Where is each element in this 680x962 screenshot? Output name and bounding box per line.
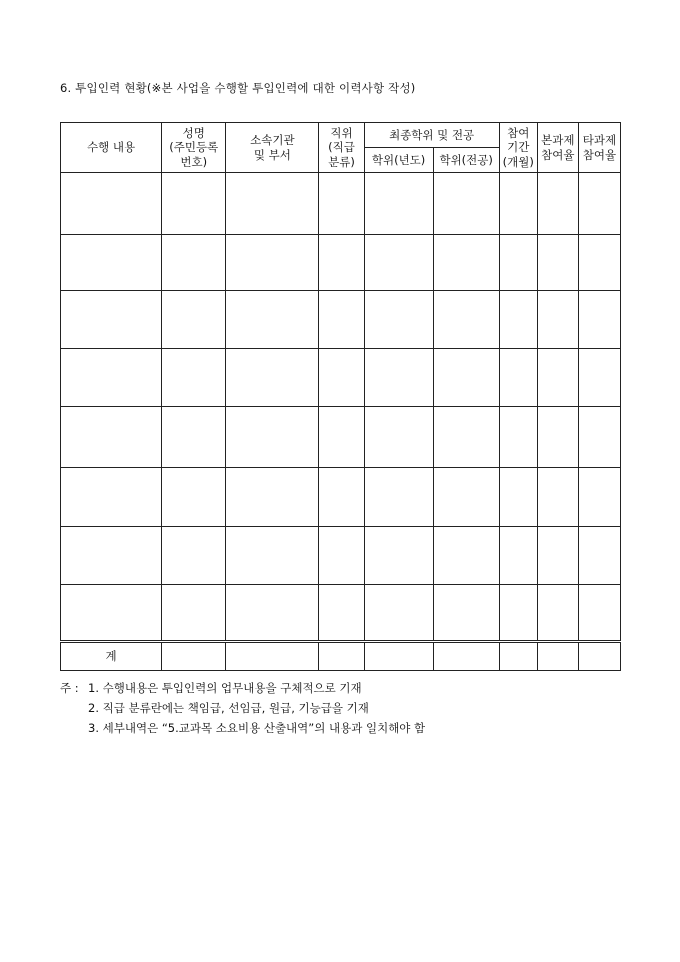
table-cell[interactable]: [537, 585, 578, 642]
table-cell[interactable]: [433, 349, 499, 407]
table-cell[interactable]: [162, 585, 226, 642]
table-cell[interactable]: [433, 468, 499, 527]
table-cell[interactable]: [537, 349, 578, 407]
total-cell[interactable]: [433, 642, 499, 671]
table-cell[interactable]: [578, 407, 620, 468]
table-cell[interactable]: [162, 407, 226, 468]
table-cell[interactable]: [319, 349, 364, 407]
table-cell[interactable]: [162, 527, 226, 585]
notes-block: [60, 678, 425, 738]
table-cell[interactable]: [162, 291, 226, 349]
table-cell[interactable]: [364, 349, 433, 407]
table-cell[interactable]: [319, 468, 364, 527]
table-cell[interactable]: [433, 235, 499, 291]
table-row: [61, 173, 621, 235]
table-cell[interactable]: [61, 407, 162, 468]
table-cell[interactable]: [61, 291, 162, 349]
table-cell[interactable]: [578, 468, 620, 527]
table-cell[interactable]: [499, 585, 537, 642]
note-item: 1. 수행내용은 투입인력의 업무내용을 구체적으로 기재: [88, 681, 362, 695]
note-line: [60, 718, 425, 738]
header-name: 성명 (주민등록 번호): [162, 123, 226, 173]
table-cell[interactable]: [499, 407, 537, 468]
table-cell[interactable]: [162, 173, 226, 235]
table-cell[interactable]: [319, 527, 364, 585]
total-cell[interactable]: [537, 642, 578, 671]
header-other-rate: 타과제 참여율: [578, 123, 620, 173]
total-row: [61, 642, 621, 671]
table-cell[interactable]: [364, 407, 433, 468]
personnel-table: [60, 122, 621, 671]
header-this-rate: 본과제 참여율: [537, 123, 578, 173]
table-cell[interactable]: [226, 291, 319, 349]
table-cell[interactable]: [364, 173, 433, 235]
total-cell[interactable]: [578, 642, 620, 671]
table-cell[interactable]: [364, 527, 433, 585]
header-period: 참여 기간 (개월): [499, 123, 537, 173]
section-title: 6. 투입인력 현황(※본 사업을 수행할 투입인력에 대한 이력사항 작성): [60, 81, 416, 95]
table-cell[interactable]: [364, 235, 433, 291]
header-affiliation: 소속기관 및 부서: [226, 123, 319, 173]
header-degree-major: 학위(전공): [433, 148, 499, 173]
table-cell[interactable]: [319, 291, 364, 349]
table-cell[interactable]: [499, 235, 537, 291]
table-cell[interactable]: [226, 349, 319, 407]
table-cell[interactable]: [433, 173, 499, 235]
table-cell[interactable]: [578, 349, 620, 407]
table-cell[interactable]: [433, 585, 499, 642]
total-cell[interactable]: [364, 642, 433, 671]
table-cell[interactable]: [499, 527, 537, 585]
table-cell[interactable]: [364, 468, 433, 527]
table-row: [61, 235, 621, 291]
table-row: [61, 527, 621, 585]
table-cell[interactable]: [162, 349, 226, 407]
table-cell[interactable]: [578, 173, 620, 235]
table-row: [61, 468, 621, 527]
table-cell[interactable]: [364, 291, 433, 349]
header-task: 수행 내용: [61, 123, 162, 173]
table-cell[interactable]: [226, 235, 319, 291]
table-row: [61, 407, 621, 468]
table-cell[interactable]: [364, 585, 433, 642]
table-cell[interactable]: [537, 173, 578, 235]
table-cell[interactable]: [537, 407, 578, 468]
table-cell[interactable]: [578, 527, 620, 585]
table-cell[interactable]: [61, 527, 162, 585]
header-position: 직위 (직급 분류): [319, 123, 364, 173]
table-cell[interactable]: [162, 468, 226, 527]
table-cell[interactable]: [578, 235, 620, 291]
table-cell[interactable]: [61, 349, 162, 407]
note-item: 2. 직급 분류란에는 책임급, 선임급, 원급, 기능급을 기재: [88, 701, 369, 715]
total-cell[interactable]: [319, 642, 364, 671]
table-cell[interactable]: [537, 468, 578, 527]
table-cell[interactable]: [537, 527, 578, 585]
table-cell[interactable]: [433, 407, 499, 468]
table-cell[interactable]: [578, 291, 620, 349]
table-cell[interactable]: [162, 235, 226, 291]
header-degree-year: 학위(년도): [364, 148, 433, 173]
header-degree-group: 최종학위 및 전공: [364, 123, 499, 148]
table-cell[interactable]: [226, 527, 319, 585]
table-cell[interactable]: [319, 235, 364, 291]
table-cell[interactable]: [61, 235, 162, 291]
table-cell[interactable]: [319, 173, 364, 235]
total-cell[interactable]: [162, 642, 226, 671]
table-cell[interactable]: [226, 407, 319, 468]
table-cell[interactable]: [499, 291, 537, 349]
note-line: [60, 678, 425, 698]
table-cell[interactable]: [226, 585, 319, 642]
note-prefix: 주 :: [60, 681, 79, 695]
header-row: [61, 123, 621, 148]
total-cell[interactable]: [226, 642, 319, 671]
total-cell[interactable]: [499, 642, 537, 671]
table-cell[interactable]: [61, 585, 162, 642]
table-cell[interactable]: [319, 407, 364, 468]
table-cell[interactable]: [499, 173, 537, 235]
total-label: 계: [61, 642, 162, 671]
table-cell[interactable]: [578, 585, 620, 642]
table-cell[interactable]: [537, 235, 578, 291]
table-cell[interactable]: [499, 468, 537, 527]
note-item: 3. 세부내역은 “5.교과목 소요비용 산출내역”의 내용과 일치해야 함: [88, 721, 426, 735]
table-cell[interactable]: [319, 585, 364, 642]
table-cell[interactable]: [499, 349, 537, 407]
table-cell[interactable]: [433, 527, 499, 585]
table-cell[interactable]: [226, 173, 319, 235]
table-row: [61, 585, 621, 642]
table-cell[interactable]: [61, 173, 162, 235]
table-row: [61, 291, 621, 349]
table-row: [61, 349, 621, 407]
table-cell[interactable]: [61, 468, 162, 527]
table-cell[interactable]: [226, 468, 319, 527]
table-cell[interactable]: [433, 291, 499, 349]
table-cell[interactable]: [537, 291, 578, 349]
note-line: [60, 698, 425, 718]
